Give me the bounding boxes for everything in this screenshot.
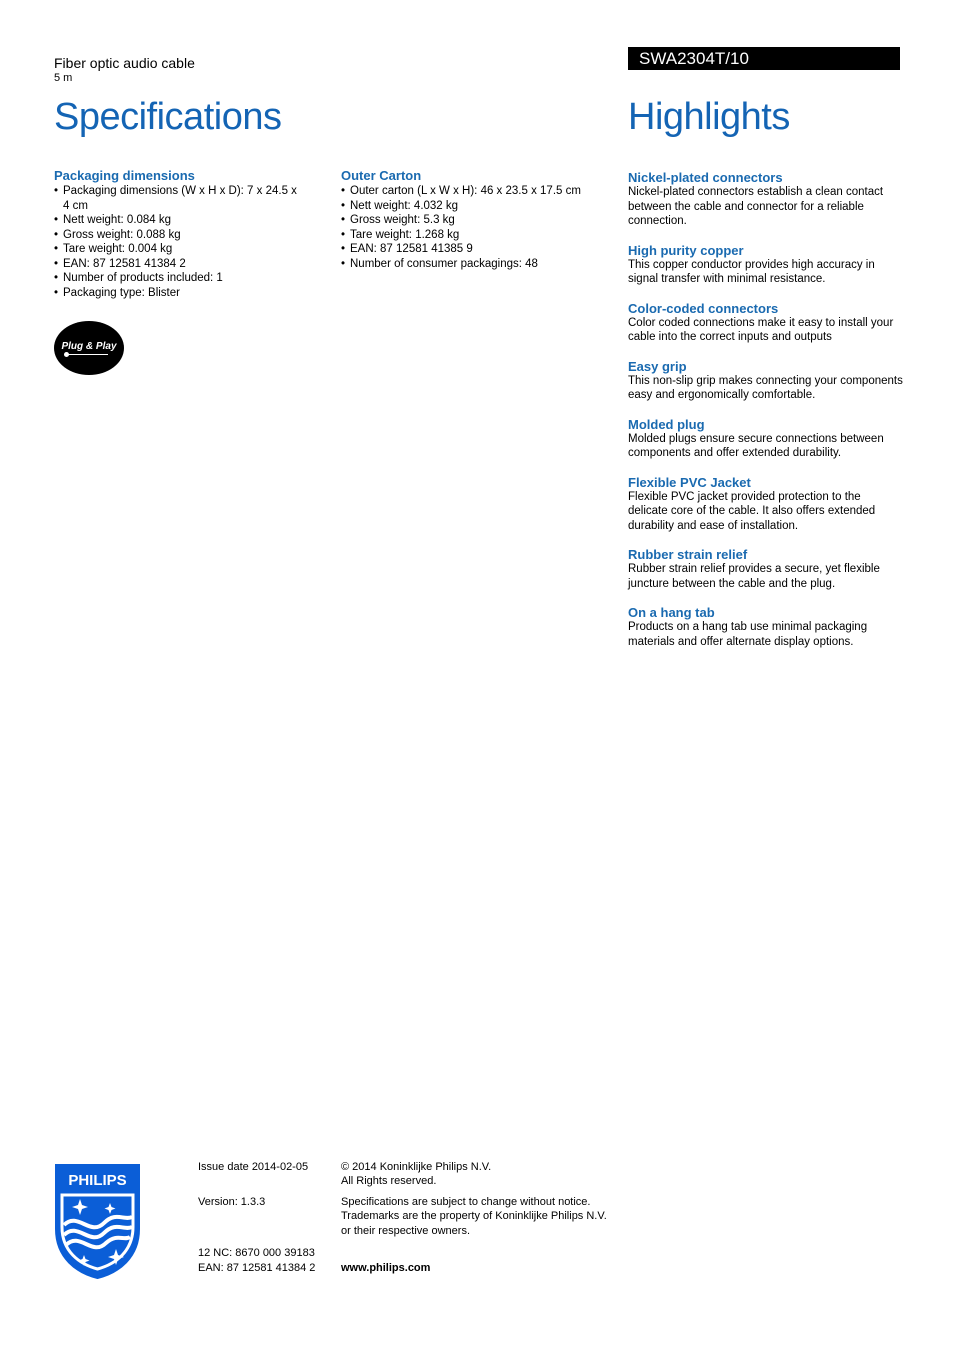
highlight-title: High purity copper — [628, 242, 744, 258]
highlight-text: This copper conductor provides high accuracy in signal transfer with minimal resistance. — [628, 258, 875, 285]
product-name: Fiber optic audio cable — [54, 55, 195, 71]
spec-item: • Number of consumer packagings: 48 — [341, 257, 611, 272]
spec-item: • Gross weight: 5.3 kg — [341, 213, 611, 228]
copyright: © 2014 Koninklijke Philips N.V. — [341, 1161, 492, 1173]
highlight-text: Products on a hang tab use minimal packaging materials and offer alternate display options. — [628, 621, 868, 648]
nc-number: 12 NC: 8670 000 39183 — [198, 1247, 315, 1259]
highlight-title: Color-coded connectors — [628, 300, 779, 316]
spec-item: • Number of products included: 1 — [54, 271, 304, 286]
packaging-dimensions-section — [54, 168, 304, 300]
highlights-title: Highlights — [628, 96, 790, 138]
highlight-title: Nickel-plated connectors — [628, 170, 783, 185]
spec-item: • Tare weight: 0.004 kg — [54, 242, 304, 257]
philips-wordmark: PHILIPS — [68, 1172, 127, 1189]
spec-item: • EAN: 87 12581 41385 9 — [341, 242, 611, 257]
specifications-title: Specifications — [54, 96, 282, 138]
highlight-text: This non-slip grip makes connecting your components easy and ergonomically comfortable. — [628, 374, 903, 401]
spec-item: • Packaging dimensions (W x H x D): 7 x 24.5 x 4 cm — [54, 184, 304, 213]
highlight-item — [628, 359, 903, 403]
spec-item: • Packaging type: Blister — [54, 286, 304, 301]
highlight-text: Flexible PVC jacket provided protection to the delicate core of the cable. It also offers extended durability and ease of installation. — [628, 490, 876, 532]
philips-shield-logo — [54, 1163, 141, 1279]
website-link[interactable]: www.philips.com — [341, 1262, 431, 1274]
highlight-text: Rubber strain relief provides a secure, yet flexible juncture between the cable and the plug. — [628, 563, 880, 590]
highlights-list — [628, 170, 903, 663]
plug-and-play-badge — [54, 321, 124, 375]
highlight-item — [628, 243, 903, 287]
section-heading: Outer Carton — [341, 168, 422, 183]
highlight-text: Nickel-plated connectors establish a clean contact between the cable and connector for a reliable connection. — [628, 186, 884, 227]
spec-item: • Gross weight: 0.088 kg — [54, 228, 304, 243]
highlight-title: Easy grip — [628, 358, 687, 374]
disclaimer-line: or their respective owners. — [341, 1225, 470, 1237]
highlight-text: Color coded connections make it easy to install your cable into the correct inputs and outputs — [628, 316, 894, 343]
ean-number: EAN: 87 12581 41384 2 — [198, 1262, 316, 1274]
highlight-item — [628, 605, 903, 649]
disclaimer-line: Trademarks are the property of Koninklijke Philips N.V. — [341, 1210, 607, 1222]
highlight-title: Molded plug — [628, 416, 705, 432]
disclaimer-line: Specifications are subject to change without notice. — [341, 1196, 591, 1208]
highlight-item — [628, 301, 903, 345]
spec-item: • Nett weight: 0.084 kg — [54, 213, 304, 228]
badge-label: Plug & Play — [61, 340, 117, 352]
highlight-title: Flexible PVC Jacket — [628, 474, 751, 490]
issue-date: Issue date 2014-02-05 — [198, 1161, 309, 1173]
cable-line — [68, 354, 108, 355]
highlight-item — [628, 547, 903, 591]
product-variant: 5 m — [54, 72, 73, 84]
spec-item: • Tare weight: 1.268 kg — [341, 228, 611, 243]
spec-item: • EAN: 87 12581 41384 2 — [54, 257, 304, 272]
rights-reserved: All Rights reserved. — [341, 1175, 437, 1187]
version: Version: 1.3.3 — [198, 1196, 266, 1208]
spec-item: • Outer carton (L x W x H): 46 x 23.5 x 17.5 cm — [341, 184, 611, 199]
outer-carton-section — [341, 168, 611, 271]
highlight-title: On a hang tab — [628, 605, 715, 620]
highlight-item — [628, 170, 903, 229]
model-number-bar: SWA2304T/10 — [628, 47, 900, 70]
section-heading: Packaging dimensions — [54, 168, 195, 183]
spec-list — [341, 184, 611, 271]
highlight-item — [628, 475, 903, 534]
highlight-item — [628, 417, 903, 461]
spec-list — [54, 184, 304, 300]
highlight-text: Molded plugs ensure secure connections between components and offer extended durability. — [628, 432, 884, 459]
highlight-title: Rubber strain relief — [628, 547, 748, 562]
spec-item: • Nett weight: 4.032 kg — [341, 199, 611, 214]
